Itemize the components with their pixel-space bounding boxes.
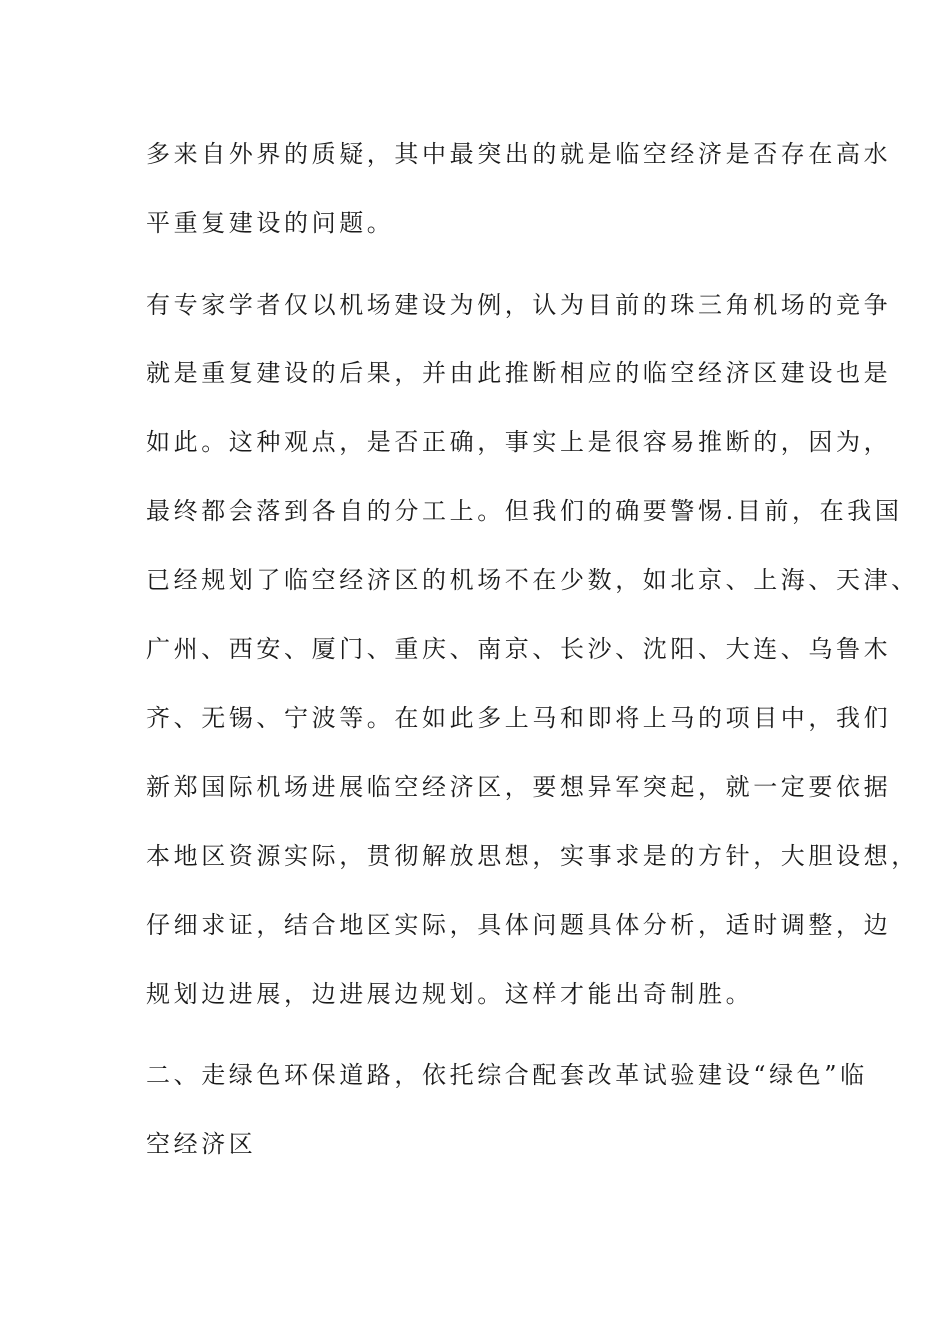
text-line: 如此。这种观点，是否正确，事实上是很容易推断的，因为， [146, 428, 892, 456]
text-line: 有专家学者仅以机场建设为例，认为目前的珠三角机场的竞争 [146, 291, 892, 319]
text-line: 已经规划了临空经济区的机场不在少数，如北京、上海、天津、 [146, 566, 919, 594]
section-heading-line: 二、走绿色环保道路，依托综合配套改革试验建设“绿色”临 [146, 1061, 868, 1089]
text-line: 齐、无锡、宁波等。在如此多上马和即将上马的项目中，我们 [146, 704, 892, 732]
text-line: 广州、西安、厦门、重庆、南京、长沙、沈阳、大连、乌鲁木 [146, 635, 892, 663]
section-heading-line: 空经济区 [146, 1130, 257, 1158]
text-line: 最终都会落到各自的分工上。但我们的确要警惕.目前，在我国 [146, 497, 903, 525]
text-line: 就是重复建设的后果，并由此推断相应的临空经济区建设也是 [146, 359, 892, 387]
text-line: 规划边进展，边进展边规划。这样才能出奇制胜。 [146, 980, 754, 1008]
text-line: 仔细求证，结合地区实际，具体问题具体分析，适时调整，边 [146, 911, 892, 939]
text-line: 多来自外界的质疑，其中最突出的就是临空经济是否存在高水 [146, 140, 892, 168]
text-line: 新郑国际机场进展临空经济区，要想异军突起，就一定要依据 [146, 773, 892, 801]
text-line: 本地区资源实际，贯彻解放思想，实事求是的方针，大胆设想， [146, 842, 919, 870]
text-line: 平重复建设的问题。 [146, 209, 395, 237]
